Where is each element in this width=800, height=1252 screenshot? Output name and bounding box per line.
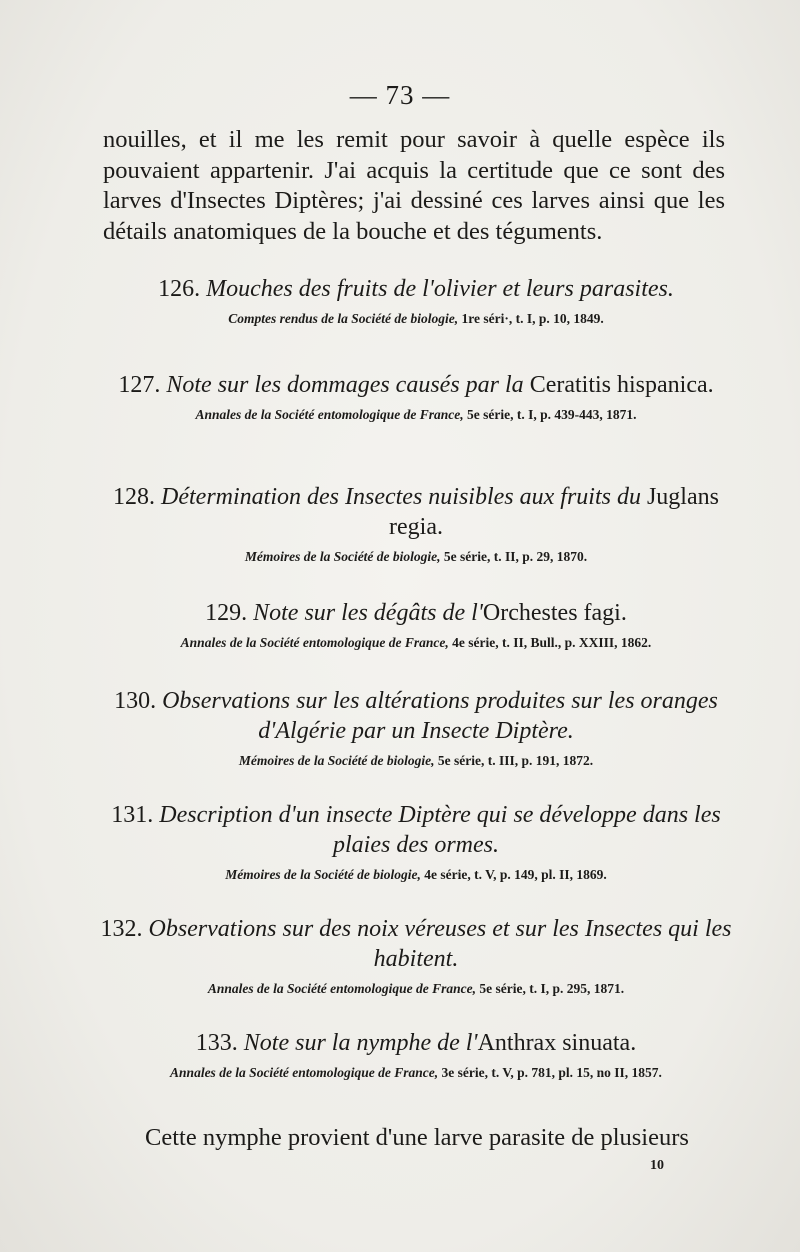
entry-number: 131. (111, 802, 154, 828)
entry-citation: Annales de la Société entomologique de France, 3e série, t. V, p. 781, pl. 15, no II, 1857. (170, 1065, 662, 1080)
entry-citation: Mémoires de la Société de biologie, 5e série, t. II, p. 29, 1870. (244, 549, 588, 564)
entry-citation: Annales de la Société entomologique de France, 5e série, t. I, p. 295, 1871. (207, 981, 625, 996)
entry-130 (100, 686, 732, 770)
intro-paragraph: nouilles, et il me les remit pour savoir à quelle espèce ils pouvaient appartenir. J'ai acquis la certitude que ce sont des larves d'Insectes Diptères; j'ai dessiné ces larves ainsi que les détails anatomiques de la bouche et des téguments. (103, 126, 725, 245)
entry-127 (100, 370, 732, 424)
entry-title: 127. Note sur les dommages causés par la Ceratitis hispanica. (118, 372, 714, 398)
entry-number: 129. (205, 600, 248, 626)
entry-citation: Mémoires de la Société de biologie, 4e série, t. V, p. 149, pl. II, 1869. (225, 867, 607, 882)
entry-number: 132. (100, 916, 143, 942)
entry-citation: Annales de la Société entomologique de France, 5e série, t. I, p. 439-443, 1871. (195, 407, 637, 422)
entry-citation: Annales de la Société entomologique de France, 4e série, t. II, Bull., p. XXIII, 1862. (180, 635, 652, 650)
entry-title: 131. Description d'un insecte Diptère qui se développe dans les plaies des ormes. (111, 802, 721, 858)
entry-129 (100, 598, 732, 652)
entry-title: 130. Observations sur les altérations produites sur les oranges d'Algérie par un Insecte Diptère. (114, 688, 718, 744)
entry-number: 128. (113, 484, 156, 510)
entry-citation: Comptes rendus de la Société de biologie, 1re séri·, t. I, p. 10, 1849. (228, 311, 604, 326)
entry-128 (100, 482, 732, 566)
entry-number: 133. (195, 1030, 238, 1056)
entry-number: 130. (114, 688, 157, 714)
entry-title: 129. Note sur les dégâts de l'Orchestes fagi. (205, 600, 627, 626)
signature-mark: 10 (650, 1158, 664, 1173)
entry-title: 126. Mouches des fruits de l'olivier et leurs parasites. (158, 276, 674, 302)
entry-title: 132. Observations sur des noix véreuses et sur les Insectes qui les habitent. (100, 916, 732, 972)
closing-paragraph: Cette nymphe provient d'une larve parasite de plusieurs (145, 1124, 689, 1151)
entry-133 (100, 1028, 732, 1082)
entry-131 (100, 800, 732, 884)
entry-number: 126. (158, 276, 201, 302)
entry-number: 127. (118, 372, 161, 398)
entry-citation: Mémoires de la Société de biologie, 5e série, t. III, p. 191, 1872. (238, 753, 594, 768)
page-number: — 73 — (349, 80, 451, 110)
entry-title: 128. Détermination des Insectes nuisibles aux fruits du Juglans regia. (113, 484, 719, 540)
entry-126 (100, 274, 732, 328)
entry-132 (100, 914, 732, 998)
entry-title: 133. Note sur la nymphe de l'Anthrax sinuata. (195, 1030, 637, 1056)
